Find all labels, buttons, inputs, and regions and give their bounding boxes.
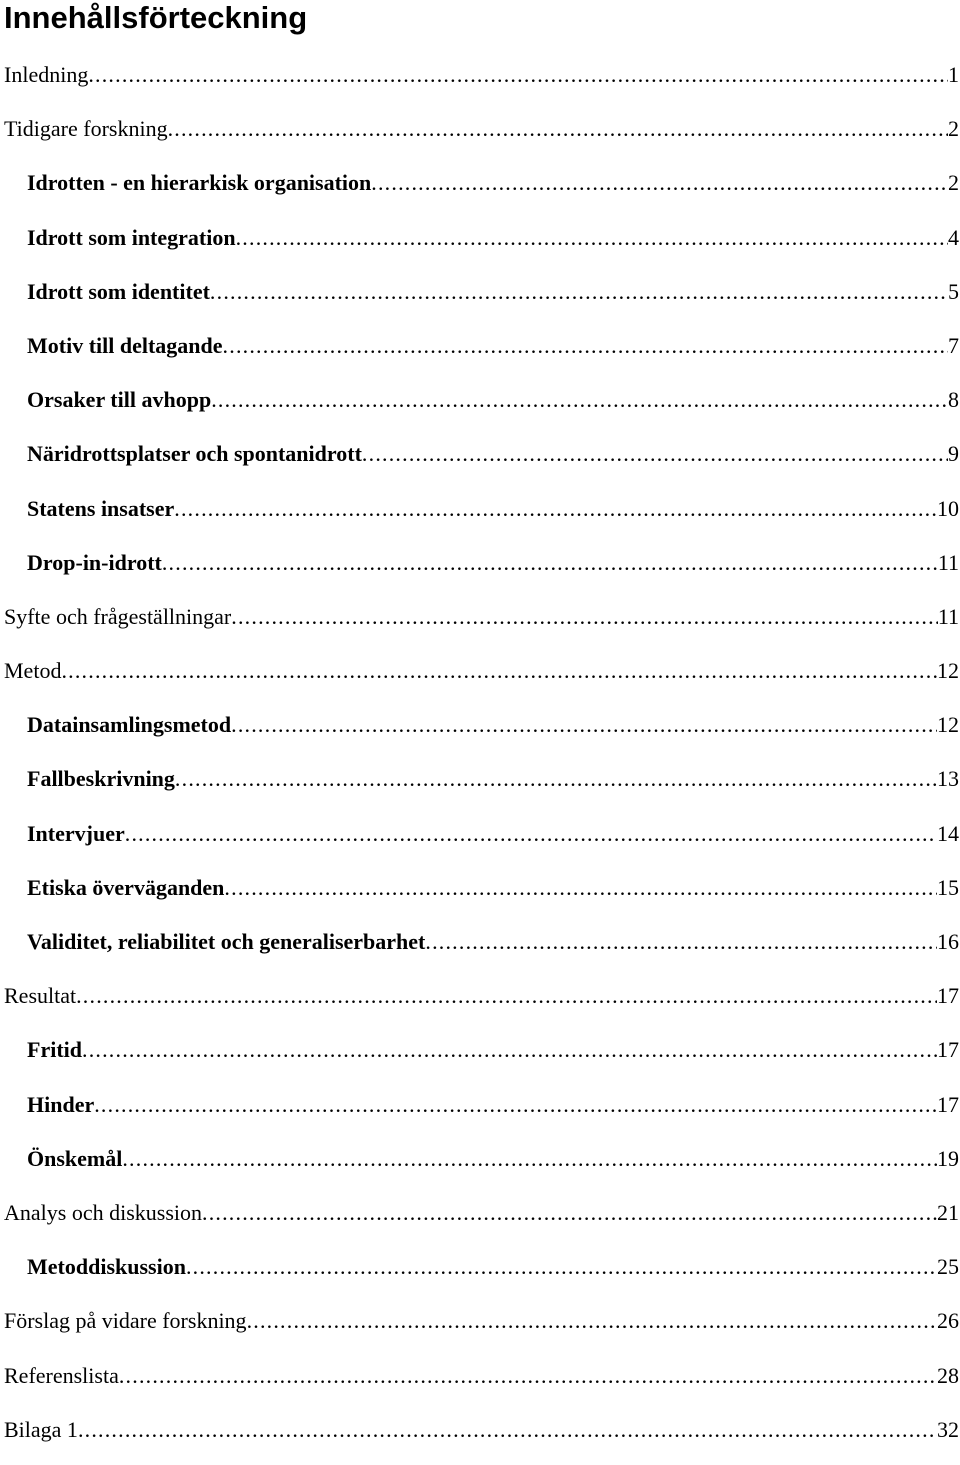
toc-entry-label: Validitet, reliabilitet och generaliserbarhet bbox=[27, 929, 426, 954]
toc-entry-page-number: 2 bbox=[948, 116, 959, 142]
toc-entry-26[interactable] bbox=[0, 1411, 960, 1465]
toc-entry-label: Etiska överväganden bbox=[27, 874, 225, 900]
toc-entry-24[interactable] bbox=[0, 1302, 960, 1356]
page-title: Innehållsförteckning bbox=[4, 0, 308, 35]
toc-dot-leader bbox=[425, 923, 937, 961]
toc-dot-leader bbox=[162, 544, 938, 582]
toc-entry-label: Orsaker till avhopp bbox=[27, 387, 212, 413]
toc-entry-page-number: 17 bbox=[937, 1037, 959, 1063]
toc-entry-label: Syfte och frågeställningar bbox=[4, 603, 232, 629]
toc-entry-17[interactable] bbox=[0, 923, 960, 977]
toc-entry-label: Motiv till deltagande bbox=[27, 332, 223, 358]
toc-dot-leader bbox=[61, 652, 937, 690]
toc-entry-label: Intervjuer bbox=[27, 820, 125, 846]
toc-entry-label: Förslag på vidare forskning bbox=[4, 1308, 247, 1334]
toc-entry-20[interactable] bbox=[0, 1086, 960, 1140]
toc-entry-page-number: 7 bbox=[948, 332, 959, 358]
toc-dot-leader bbox=[231, 706, 937, 744]
toc-dot-leader bbox=[88, 56, 948, 94]
toc-entry-page-number: 2 bbox=[948, 170, 959, 196]
toc-entry-9[interactable] bbox=[0, 490, 960, 544]
toc-entry-label: Idrott som integration bbox=[27, 224, 236, 250]
toc-entry-19[interactable] bbox=[0, 1031, 960, 1085]
toc-entry-label: Fritid bbox=[27, 1037, 82, 1063]
toc-entry-12[interactable] bbox=[0, 652, 960, 706]
toc-dot-leader bbox=[76, 977, 937, 1015]
toc-entry-10[interactable] bbox=[0, 544, 960, 598]
toc-dot-leader bbox=[223, 327, 948, 365]
toc-entry-5[interactable] bbox=[0, 273, 960, 327]
toc-dot-leader bbox=[371, 164, 948, 202]
toc-entry-label: Idrott som identitet bbox=[27, 278, 210, 304]
toc-dot-leader bbox=[202, 1194, 937, 1232]
toc-entry-page-number: 17 bbox=[937, 1091, 959, 1117]
toc-entry-page-number: 11 bbox=[937, 549, 959, 575]
toc-entry-label: Drop-in-idrott bbox=[27, 549, 162, 575]
toc-entry-page-number: 12 bbox=[937, 712, 959, 738]
toc-entry-label: Tidigare forskning bbox=[4, 116, 168, 142]
toc-entry-page-number: 25 bbox=[937, 1254, 959, 1280]
toc-entry-page-number: 21 bbox=[937, 1199, 959, 1225]
toc-entry-label: Referenslista bbox=[4, 1362, 119, 1388]
toc-entry-page-number: 5 bbox=[948, 278, 959, 304]
table-of-contents bbox=[0, 56, 960, 1465]
toc-entry-page-number: 4 bbox=[948, 224, 959, 250]
toc-entry-25[interactable] bbox=[0, 1357, 960, 1411]
toc-entry-page-number: 12 bbox=[937, 658, 959, 684]
toc-dot-leader bbox=[175, 760, 937, 798]
toc-entry-page-number: 11 bbox=[937, 603, 959, 629]
toc-entry-page-number: 9 bbox=[948, 441, 959, 467]
toc-entry-label: Hinder bbox=[27, 1091, 95, 1117]
toc-dot-leader bbox=[210, 273, 948, 311]
toc-entry-label: Önskemål bbox=[27, 1145, 123, 1171]
toc-dot-leader bbox=[174, 490, 937, 528]
toc-dot-leader bbox=[78, 1411, 937, 1449]
toc-dot-leader bbox=[247, 1302, 937, 1340]
toc-entry-page-number: 17 bbox=[937, 983, 959, 1009]
toc-dot-leader bbox=[94, 1086, 937, 1124]
toc-entry-page-number: 10 bbox=[937, 495, 959, 521]
toc-entry-page-number: 19 bbox=[937, 1145, 959, 1171]
toc-entry-label: Metoddiskussion bbox=[27, 1254, 186, 1280]
toc-entry-page-number: 15 bbox=[937, 874, 959, 900]
toc-entry-13[interactable] bbox=[0, 706, 960, 760]
toc-entry-page-number: 16 bbox=[937, 929, 959, 954]
toc-entry-15[interactable] bbox=[0, 815, 960, 869]
toc-entry-label: Inledning bbox=[4, 62, 89, 87]
toc-dot-leader bbox=[125, 815, 937, 853]
toc-entry-label: Idrotten - en hierarkisk organisation bbox=[27, 170, 372, 196]
toc-dot-leader bbox=[186, 1248, 937, 1286]
toc-entry-label: Metod bbox=[4, 658, 62, 684]
toc-dot-leader bbox=[236, 219, 948, 257]
toc-dot-leader bbox=[362, 435, 948, 473]
toc-entry-page-number: 14 bbox=[937, 820, 959, 846]
toc-entry-23[interactable] bbox=[0, 1248, 960, 1302]
toc-entry-label: Näridrottsplatser och spontanidrott bbox=[27, 441, 362, 467]
toc-entry-label: Datainsamlingsmetod bbox=[27, 712, 232, 738]
toc-entry-11[interactable] bbox=[0, 598, 960, 652]
toc-entry-1[interactable] bbox=[0, 56, 960, 110]
toc-dot-leader bbox=[119, 1357, 937, 1395]
toc-entry-label: Bilaga 1 bbox=[4, 1416, 78, 1442]
toc-entry-8[interactable] bbox=[0, 435, 960, 489]
toc-dot-leader bbox=[82, 1031, 937, 1069]
toc-entry-page-number: 26 bbox=[937, 1308, 959, 1334]
toc-entry-page-number: 28 bbox=[937, 1362, 959, 1388]
toc-entry-16[interactable] bbox=[0, 869, 960, 923]
toc-entry-page-number: 8 bbox=[948, 387, 959, 413]
toc-entry-18[interactable] bbox=[0, 977, 960, 1031]
toc-dot-leader bbox=[168, 110, 948, 148]
toc-entry-4[interactable] bbox=[0, 219, 960, 273]
toc-entry-22[interactable] bbox=[0, 1194, 960, 1248]
toc-entry-6[interactable] bbox=[0, 327, 960, 381]
toc-entry-21[interactable] bbox=[0, 1140, 960, 1194]
toc-entry-label: Statens insatser bbox=[27, 495, 175, 521]
toc-entry-3[interactable] bbox=[0, 164, 960, 218]
toc-entry-2[interactable] bbox=[0, 110, 960, 164]
toc-entry-page-number: 32 bbox=[937, 1416, 959, 1442]
toc-dot-leader bbox=[231, 598, 938, 636]
toc-entry-14[interactable] bbox=[0, 760, 960, 814]
toc-dot-leader bbox=[224, 869, 937, 907]
toc-entry-7[interactable] bbox=[0, 381, 960, 435]
toc-entry-label: Analys och diskussion bbox=[4, 1199, 202, 1225]
toc-entry-page-number: 1 bbox=[948, 62, 959, 87]
toc-entry-page-number: 13 bbox=[937, 766, 959, 792]
toc-entry-label: Fallbeskrivning bbox=[27, 766, 175, 792]
toc-dot-leader bbox=[122, 1140, 937, 1178]
toc-dot-leader bbox=[211, 381, 948, 419]
toc-entry-label: Resultat bbox=[4, 983, 77, 1009]
